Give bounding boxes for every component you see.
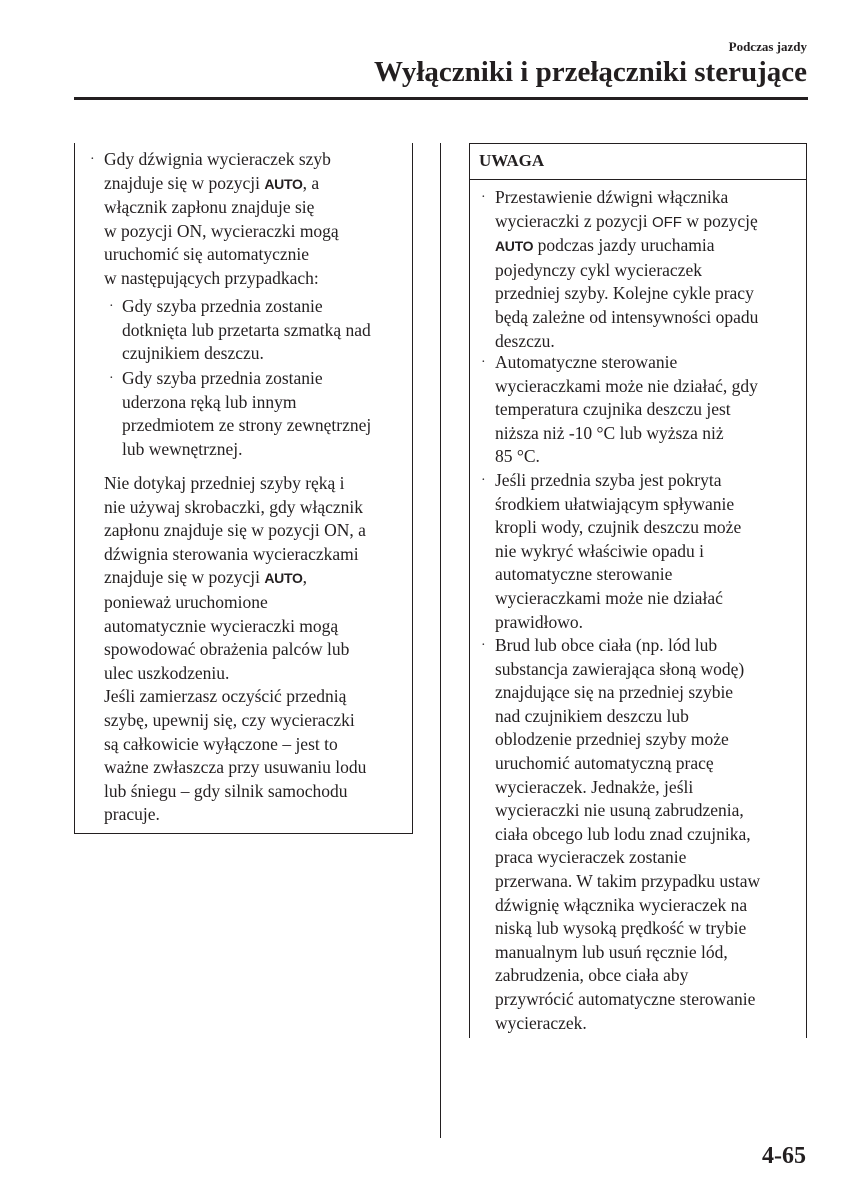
page-number: 4-65 [762,1143,806,1169]
bullet-marker: · [481,190,486,205]
text-line: przedniej szyby. Kolejne cykle pracy [495,283,754,304]
text-line: ulec uszkodzeniu. [104,662,230,683]
text-line [495,234,805,259]
text-line: zapłonu znajduje się w pozycji ON, a [104,520,366,541]
text-line: Automatyczne sterowanie [495,352,678,372]
text-line: wycieraczek. [495,1012,587,1033]
text-line: znajdujące się na przedniej szybie [495,682,734,703]
text-line: zabrudzenia, obce ciała aby [495,965,689,986]
text-line: manualnym lub usuń ręcznie lód, [495,941,728,962]
text-segment: , a [302,172,320,193]
note-item [495,351,805,469]
text-line: będą zależne od intensywności opadu [495,306,759,327]
text-line: praca wycieraczek zostanie [495,847,687,868]
text-line: Gdy dźwignia wycieraczek szyb [104,149,331,169]
sub-bullet-marker: · [109,299,114,314]
text-line: nie używaj skrobaczki, gdy włącznik [104,496,364,517]
text-line: uderzona ręką lub innym [122,391,297,412]
text-line: prawidłowo. [495,611,583,632]
text-line: Przestawienie dźwigni włącznika [495,187,729,207]
text-line: substancja zawierająca słoną wodę) [495,658,745,679]
text-line: wycieraczek. Jednakże, jeśli [495,776,694,797]
text-line: w następujących przypadkach: [104,267,319,288]
text-line: przywrócić automatyczne sterowanie [495,988,756,1009]
text-line: pracuje. [104,804,160,825]
text-segment: podczas jazdy uruchamia [533,235,715,256]
note-box [469,143,807,1038]
text-line: ciała obcego lub lodu znad czujnika, [495,823,751,844]
note-item [495,634,805,1035]
auto-position-label: AUTO [264,175,303,192]
text-line: Jeśli przednia szyba jest pokryta [495,470,722,490]
text-line: uruchomić się automatycznie [104,244,310,265]
text-line: oblodzenie przedniej szyby może [495,729,729,750]
section-label: Podczas jazdy [728,39,807,54]
warning-box [74,143,413,834]
text-segment: znajduje się w pozycji [104,172,265,193]
text-line [495,210,805,235]
text-line: automatyczne sterowanie [495,564,673,585]
text-line: ważne zwłaszcza przy usuwaniu lodu [104,757,367,778]
text-line: w pozycji ON, wycieraczki mogą [104,220,339,241]
auto-position-label: AUTO [495,238,534,255]
text-line: lub wewnętrznej. [122,438,243,459]
text-line: kropli wody, czujnik deszczu może [495,517,742,538]
text-line [104,566,409,591]
text-line: przedmiotem ze strony zewnętrznej [122,415,372,436]
note-item [495,469,805,634]
text-line: temperatura czujnika deszczu jest [495,399,731,420]
text-line: spowodować obrażenia palców lub [104,639,350,660]
text-line: włącznik zapłonu znajduje się [104,197,315,218]
text-line: pojedynczy cykl wycieraczek [495,259,702,280]
bullet-marker: · [90,152,95,167]
text-line: Jeśli zamierzasz oczyścić przednią [104,686,347,707]
auto-position-label: AUTO [264,570,303,587]
text-line: są całkowicie wyłączone – jest to [104,733,338,754]
text-segment: , [302,567,307,588]
text-line: niższa niż -10 °C lub wyższa niż [495,422,724,443]
title-rule [74,97,808,100]
bullet-marker: · [481,473,486,488]
text-segment: znajduje się w pozycji [104,567,265,588]
text-line [104,172,404,197]
text-line: 85 °C. [495,446,540,467]
text-line: przerwana. W takim przypadku ustaw [495,870,761,891]
text-line: dźwignię włącznika wycieraczek na [495,894,748,915]
text-line: wycieraczkami może nie działać [495,587,723,608]
off-position-label: OFF [651,213,682,231]
sub-bullet-text [122,295,412,366]
text-line: niską lub wysoką prędkość w trybie [495,918,747,939]
text-line: wycieraczkami może nie działać, gdy [495,375,758,396]
bullet-marker: · [481,638,486,653]
warning-paragraph [104,472,409,827]
text-line: automatycznie wycieraczki mogą [104,615,339,636]
text-line: Gdy szyba przednia zostanie [122,368,323,388]
note-heading: UWAGA [470,144,806,180]
text-segment: w pozycję [681,210,758,231]
text-line: wycieraczki nie usuną zabrudzenia, [495,800,744,821]
main-bullet-text [104,148,404,291]
text-line: Nie dotykaj przedniej szyby ręką i [104,473,345,493]
text-line: szybę, upewnij się, czy wycieraczki [104,709,355,730]
bullet-marker: · [481,355,486,370]
text-line: nie wykryć właściwie opadu i [495,540,704,561]
column-divider [440,143,441,1138]
text-segment: wycieraczki z pozycji [495,210,652,231]
page-title: Wyłączniki i przełączniki sterujące [373,56,807,88]
sub-bullet-marker: · [109,371,114,386]
text-line: ponieważ uruchomione [104,591,268,612]
text-line: dotknięta lub przetarta szmatką nad [122,319,371,340]
text-line: środkiem ułatwiającym spływanie [495,493,735,514]
text-line: deszczu. [495,330,555,351]
text-line: Brud lub obce ciała (np. lód lub [495,635,718,655]
text-line: dźwignia sterowania wycieraczkami [104,543,359,564]
note-item [495,186,805,353]
text-line: lub śniegu – gdy silnik samochodu [104,780,348,801]
text-line: czujnikiem deszczu. [122,343,264,364]
text-line: uruchomić automatyczną pracę [495,752,714,773]
sub-bullet-text [122,367,412,461]
text-line: Gdy szyba przednia zostanie [122,296,323,316]
text-line: nad czujnikiem deszczu lub [495,705,689,726]
